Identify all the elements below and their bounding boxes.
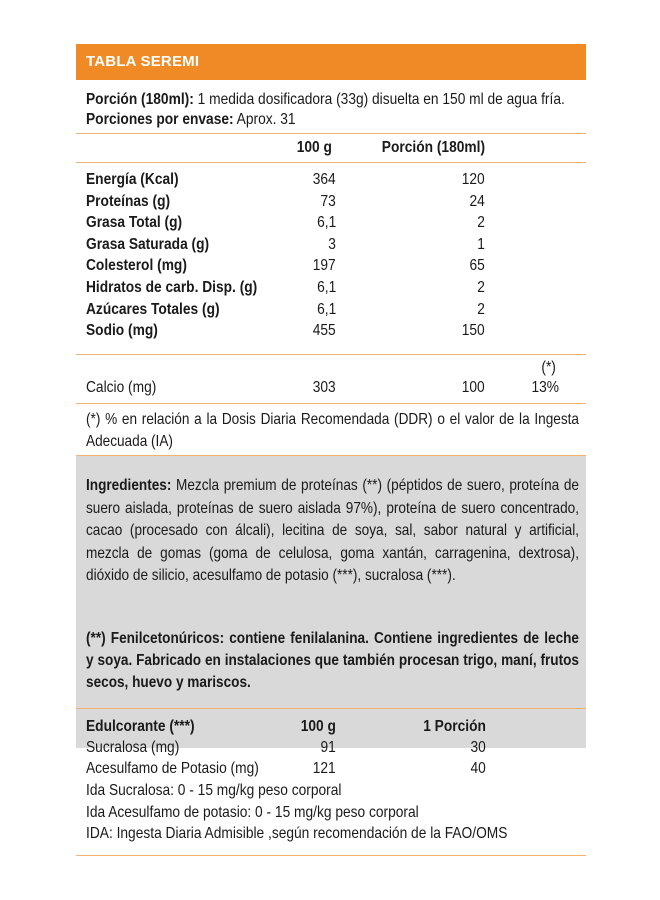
- sweetener-100g: 121: [313, 760, 336, 777]
- nutrient-name: Proteínas (g): [86, 192, 171, 210]
- nutrient-portion: 150: [462, 322, 485, 340]
- sweetener-name: Sucralosa (mg): [86, 739, 180, 756]
- ddr-footnote: (*) % en relación a la Dosis Diaria Recomendada (DDR) o el valor de la Ingesta Adecuada (IA): [86, 411, 579, 450]
- calcio-ddr-mark: (*): [541, 359, 556, 376]
- nutrient-name: Grasa Saturada (g): [86, 235, 210, 253]
- divider: [76, 455, 586, 456]
- sweetener-note: Ida Sucralosa: 0 - 15 mg/kg peso corporal: [86, 782, 342, 799]
- nutrition-label: [76, 44, 586, 859]
- nutrient-portion: 2: [477, 214, 485, 232]
- nutrient-name: Azúcares Totales (g): [86, 300, 220, 318]
- nutrient-100g: 455: [313, 322, 336, 340]
- col-header-100g: 100 g: [296, 139, 332, 156]
- nutrient-100g: 6,1: [316, 279, 336, 296]
- nutrient-name: Hidratos de carb. Disp. (g): [86, 279, 258, 296]
- ingredients-text: Ingredientes: Mezcla premium de proteínas (**) (péptidos de suero, proteína de suero aislada, proteínas de suero aislada 97%), proteína de suero concentrado, cacao (procesado con álcali), lecitina de soya, sal, sabor natural y artificial, mezcla de gomas (goma de celulosa, goma xantán, carragenina, dextrosa), dióxido de silicio, acesulfamo de potasio (***), sucralosa (***).: [86, 477, 579, 585]
- calcio-100g: 303: [313, 379, 336, 396]
- calcio-ddr-percent: 13%: [531, 379, 559, 396]
- sweetener-name: Acesulfamo de Potasio (mg): [86, 760, 259, 777]
- sweetener-100g: 91: [320, 739, 336, 756]
- divider: [76, 354, 586, 355]
- header-title: TABLA SEREMI: [86, 53, 200, 70]
- nutrient-portion: 1: [477, 235, 485, 253]
- sweetener-col-portion: 1 Porción: [423, 718, 486, 735]
- nutrient-portion: 24: [469, 192, 485, 210]
- allergen-warning: (**) Fenilcetonúricos: contiene fenilalanina. Contiene ingredientes de leche y soya. Fabricado en instalaciones que también procesan trigo, maní, frutos secos, huevo y mariscos.: [86, 630, 579, 691]
- nutrient-100g: 6,1: [316, 300, 336, 318]
- nutrient-name: Grasa Total (g): [86, 214, 183, 232]
- nutrient-100g: 197: [313, 257, 336, 275]
- sweetener-portion: 30: [470, 739, 486, 756]
- nutrient-100g: 3: [328, 235, 336, 253]
- calcio-name: Calcio (mg): [86, 379, 157, 396]
- nutrient-name: Sodio (mg): [86, 322, 158, 340]
- divider: [76, 708, 586, 709]
- nutrient-name: Colesterol (mg): [86, 257, 187, 275]
- nutrient-portion: 120: [462, 171, 485, 188]
- divider: [76, 403, 586, 404]
- divider: [76, 133, 586, 134]
- nutrient-100g: 6,1: [316, 214, 336, 232]
- servings-per-pack: Porciones por envase: Aprox. 31: [86, 111, 296, 128]
- nutrient-100g: 73: [320, 192, 336, 210]
- sweetener-portion: 40: [470, 760, 486, 777]
- sweetener-col-100g: 100 g: [300, 718, 336, 735]
- nutrient-portion: 2: [477, 279, 485, 296]
- col-header-portion: Porción (180ml): [381, 139, 485, 156]
- nutrient-100g: 364: [313, 171, 336, 188]
- nutrient-portion: 2: [477, 300, 485, 318]
- nutrient-portion: 65: [469, 257, 485, 275]
- sweetener-note: Ida Acesulfamo de potasio: 0 - 15 mg/kg peso corporal: [86, 803, 419, 821]
- nutrient-name: Energía (Kcal): [86, 171, 179, 188]
- calcio-portion: 100: [462, 379, 485, 396]
- serving-size: Porción (180ml): 1 medida dosificadora (33g) disuelta en 150 ml de agua fría.: [86, 91, 565, 108]
- divider: [76, 855, 586, 856]
- sweetener-note: IDA: Ingesta Diaria Admisible ,según recomendación de la FAO/OMS: [86, 825, 508, 842]
- sweetener-header: Edulcorante (***): [86, 718, 195, 735]
- header-bar: [76, 44, 586, 80]
- divider: [76, 162, 586, 163]
